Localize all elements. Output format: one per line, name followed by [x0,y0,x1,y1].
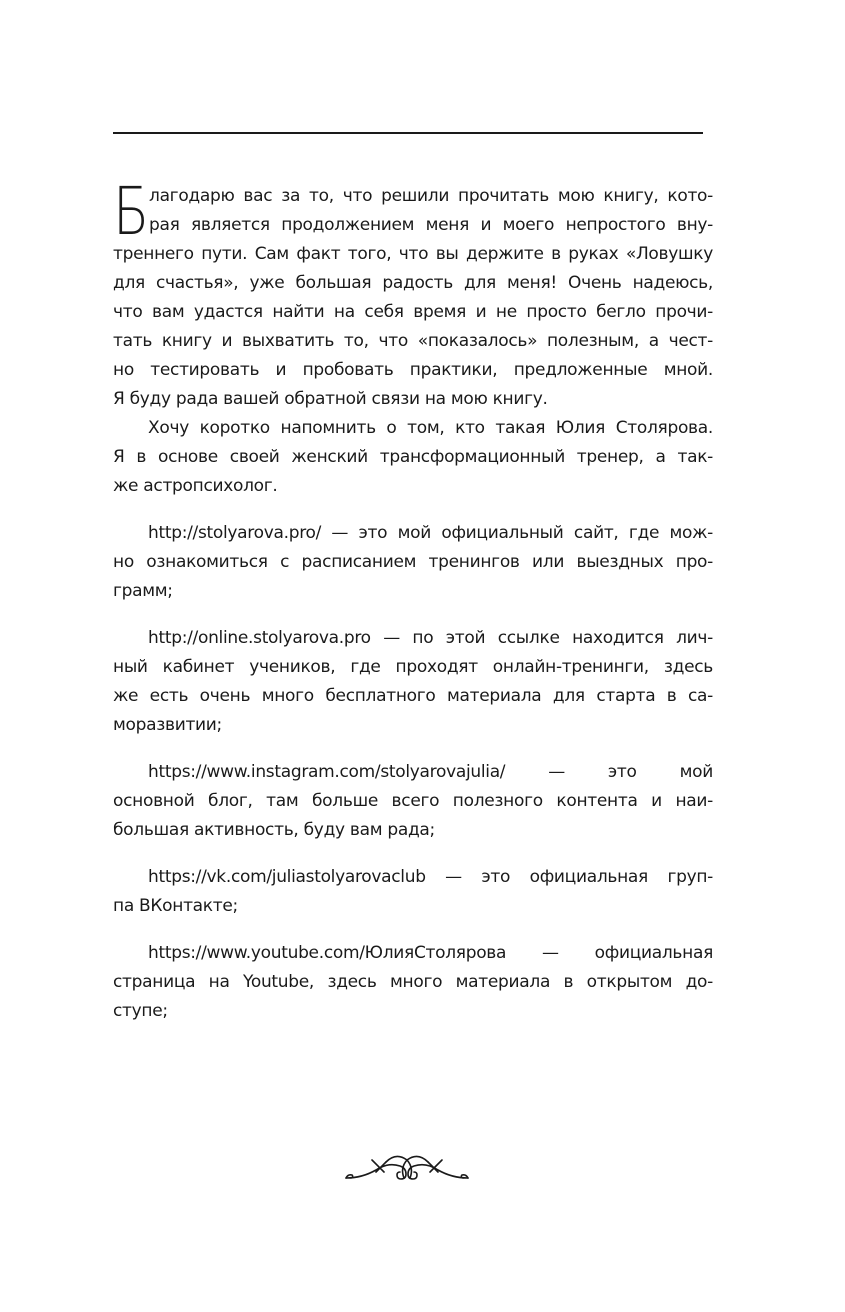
text-line: основной блог, там больше всего полезного контента и наи- [113,791,713,811]
text-line: ступе; [113,1001,168,1021]
text-line: моразвитии; [113,715,222,735]
text-line: http://online.stolyarova.pro — по этой ссылке находится лич- [148,628,713,648]
text-line: https://www.youtube.com/ЮлияСтолярова — официальная [148,943,713,963]
text-line: но тестировать и пробовать практики, предложенные мной. [113,360,713,380]
text-line: Я в основе своей женский трансформационный тренер, а так- [113,447,713,467]
text-line: па ВКонтакте; [113,896,238,916]
text-line: лагодарю вас за то, что решили прочитать мою книгу, кото- [149,186,713,206]
text-line: ный кабинет учеников, где проходят онлайн-тренинги, здесь [113,657,713,677]
text-line: же есть очень много бесплатного материала для старта в са- [113,686,713,706]
text-line: страница на Youtube, здесь много материала в открытом до- [113,972,713,992]
paragraph-intro [113,173,713,414]
paragraph-vk [113,863,713,921]
text-line: треннего пути. Сам факт того, что вы держите в руках «Ловушку [113,244,713,264]
text-line: грамм; [113,581,173,601]
header-rule [113,132,703,134]
text-line: http://stolyarova.pro/ — это мой официальный сайт, где мож- [148,523,713,543]
drop-cap: Б [113,173,149,250]
paragraph-instagram [113,758,713,845]
text-line: что вам удастся найти на себя время и не просто бегло прочи- [113,302,713,322]
paragraph-youtube [113,939,713,1026]
text-line: но ознакомиться с расписанием тренингов или выездных про- [113,552,713,572]
text-line: же астропсихолог. [113,476,278,496]
text-line: большая активность, буду вам рада; [113,820,435,840]
paragraph-about [113,414,713,501]
text-line: Я буду рада вашей обратной связи на мою книгу. [113,389,548,409]
text-line: для счастья», уже большая радость для меня! Очень надеюсь, [113,273,713,293]
body-text [113,173,713,1026]
paragraph-online [113,624,713,740]
ornament-icon [342,1148,472,1184]
paragraph-site [113,519,713,606]
text-line: рая является продолжением меня и моего непростого вну- [149,215,713,235]
text-line: https://www.instagram.com/stolyarovajulia/ — это мой [148,762,713,782]
text-line: Хочу коротко напомнить о том, кто такая Юлия Столярова. [148,418,713,438]
text-line: тать книгу и выхватить то, что «показалось» полезным, а чест- [113,331,713,351]
text-line: https://vk.com/juliastolyarovaclub — это официальная груп- [148,867,713,887]
